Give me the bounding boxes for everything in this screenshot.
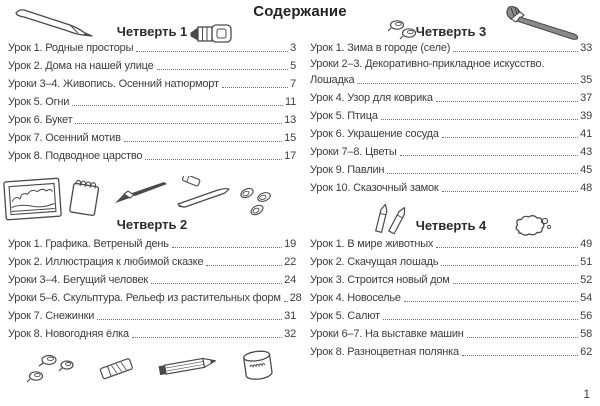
toc-entry-page: 5	[290, 60, 296, 72]
dotted-leader	[404, 301, 578, 302]
toc-entry-label: Лошадка	[310, 74, 355, 86]
quarter-title-1: Четверть 1	[116, 24, 188, 39]
dotted-leader	[75, 123, 282, 124]
dotted-leader	[441, 265, 578, 266]
toc-entry-line2	[310, 72, 592, 88]
dotted-leader	[206, 265, 282, 266]
toc-entry-page: 31	[284, 310, 296, 322]
toc-entry	[310, 124, 592, 142]
toc-entry	[310, 106, 592, 124]
dotted-leader	[436, 101, 578, 102]
toc-entry	[310, 342, 592, 360]
toc-entry	[310, 252, 592, 270]
toc-entry-page: 39	[580, 110, 592, 122]
toc-list-q2	[8, 234, 302, 342]
page-title: Содержание	[253, 3, 347, 20]
toc-entry-page: 56	[580, 310, 592, 322]
pencil-icon	[174, 176, 234, 210]
toc-entry-page: 13	[284, 114, 296, 126]
toc-entry-label: Уроки 3–4. Бегущий человек	[8, 274, 149, 286]
dotted-leader	[453, 51, 578, 52]
toc-entry	[8, 146, 296, 164]
toc-entry-label: Урок 9. Павлин	[310, 164, 385, 176]
toc-entry	[8, 252, 296, 270]
toc-entry-page: 24	[284, 274, 296, 286]
dotted-leader	[124, 141, 282, 142]
toc-entry-page: 45	[580, 164, 592, 176]
dotted-leader	[383, 319, 578, 320]
toc-entry	[310, 324, 592, 342]
dotted-leader	[442, 191, 579, 192]
toc-entry-page: 54	[580, 292, 592, 304]
fan-brush-icon	[495, 4, 583, 42]
toc-list-q4	[310, 234, 592, 360]
thumbtacks-icon	[23, 350, 75, 384]
toc-entry	[8, 128, 296, 146]
toc-entry-page: 15	[284, 132, 296, 144]
dotted-leader	[400, 155, 579, 156]
toc-entry-label: Урок 10. Сказочный замок	[310, 182, 439, 194]
toc-entry-label: Урок 2. Дома на нашей улице	[8, 60, 154, 72]
toc-entry-label: Урок 8. Новогодняя ёлка	[8, 328, 129, 340]
toc-entry-label: Урок 2. Скачущая лошадь	[310, 256, 439, 268]
toc-entry	[310, 160, 592, 178]
toc-entry-page: 35	[580, 74, 592, 86]
eraser-icon	[94, 354, 140, 384]
dotted-leader	[172, 247, 282, 248]
notepad-icon	[66, 176, 104, 218]
toc-entry-page: 51	[580, 256, 592, 268]
toc-entry-label: Уроки 2–3. Декоративно-прикладное искусство.	[310, 58, 545, 70]
toc-list-q1	[8, 38, 296, 164]
toc-entry-label: Урок 6. Букет	[8, 114, 73, 126]
toc-entry-page: 43	[580, 146, 592, 158]
toc-entry-label: Урок 8. Разноцветная полянка	[310, 346, 459, 358]
toc-entry-page: 37	[580, 92, 592, 104]
dotted-leader	[387, 173, 578, 174]
dotted-leader	[136, 51, 288, 52]
toc-entry-label: Урок 1. В мире животных	[310, 238, 434, 250]
paintbrush-icon	[112, 180, 170, 206]
toc-entry	[310, 142, 592, 160]
quarter-title-4: Четверть 4	[415, 218, 487, 233]
toc-entry-label: Урок 1. Графика. Ветреный день	[8, 238, 169, 250]
toc-entry	[8, 110, 296, 128]
toc-entry	[8, 92, 296, 110]
toc-entry	[8, 288, 302, 306]
toc-entry	[8, 306, 296, 324]
toc-entry-label: Урок 1. Зима в городе (селе)	[310, 42, 451, 54]
paperclips-icon	[236, 186, 276, 218]
dotted-leader	[72, 105, 283, 106]
toc-entry-label: Урок 8. Подводное царство	[8, 150, 143, 162]
dotted-leader	[157, 69, 289, 70]
toc-entry-line1	[310, 56, 592, 72]
toc-entry-page: 17	[284, 150, 296, 162]
toc-entry-label: Урок 1. Родные просторы	[8, 42, 134, 54]
dotted-leader	[381, 119, 578, 120]
right-column	[310, 0, 592, 406]
toc-entry-page: 19	[284, 238, 296, 250]
toc-entry	[310, 288, 592, 306]
dotted-leader	[132, 337, 282, 338]
toc-entry	[8, 234, 296, 252]
dotted-leader	[357, 83, 578, 84]
toc-entry	[310, 234, 592, 252]
toc-entry-label: Урок 2. Иллюстрация к любимой сказке	[8, 256, 204, 268]
toc-entry-label: Урок 4. Новоселье	[310, 292, 401, 304]
pencil-icon	[156, 352, 222, 380]
toc-entry	[8, 56, 296, 74]
toc-entry-label: Урок 6. Украшение сосуда	[310, 128, 439, 140]
toc-entry-page: 22	[284, 256, 296, 268]
toc-entry-label: Уроки 3–4. Живопись. Осенний натюрморт	[8, 78, 219, 90]
toc-entry-page: 49	[580, 238, 592, 250]
toc-entry-page: 11	[284, 96, 296, 108]
toc-entry-page: 41	[580, 128, 592, 140]
dotted-leader	[462, 355, 578, 356]
toc-entry	[8, 74, 296, 92]
dotted-leader	[151, 283, 282, 284]
toc-entry-label: Урок 5. Салют	[310, 310, 380, 322]
toc-entry	[8, 270, 296, 288]
toc-entry-page: 32	[284, 328, 296, 340]
toc-entry-page: 7	[290, 78, 296, 90]
page-number: 1	[583, 387, 590, 401]
toc-entry-page: 58	[580, 328, 592, 340]
dotted-leader	[97, 319, 282, 320]
toc-list-q3	[310, 38, 592, 196]
toc-entry	[310, 38, 592, 56]
toc-entry	[310, 270, 592, 288]
toc-entry-page: 62	[580, 346, 592, 358]
toc-entry-label: Уроки 6–7. На выставке машин	[310, 328, 464, 340]
toc-entry-page: 52	[580, 274, 592, 286]
glue-jar-icon	[240, 347, 276, 385]
toc-entry-page: 48	[580, 182, 592, 194]
dotted-leader	[222, 87, 288, 88]
toc-entry-page: 28	[289, 292, 302, 304]
dotted-leader	[442, 137, 578, 138]
dotted-leader	[467, 337, 578, 338]
dotted-leader	[284, 301, 288, 302]
toc-entry-label: Уроки 5–6. Скульптура. Рельеф из растительных форм	[8, 292, 281, 304]
toc-entry	[310, 178, 592, 196]
toc-entry-label: Урок 7. Снежинки	[8, 310, 95, 322]
toc-entry	[8, 38, 296, 56]
toc-entry-label: Урок 4. Узор для коврика	[310, 92, 433, 104]
quarter-title-2: Четверть 2	[116, 217, 188, 232]
toc-entry-label: Урок 3. Строится новый дом	[310, 274, 450, 286]
toc-entry-label: Урок 5. Огни	[8, 96, 70, 108]
toc-entry	[310, 88, 592, 106]
quarter-title-3: Четверть 3	[415, 24, 487, 39]
dotted-leader	[145, 159, 282, 160]
toc-entry-page: 3	[290, 42, 296, 54]
toc-entry	[310, 306, 592, 324]
toc-entry-label: Урок 7. Осенний мотив	[8, 132, 121, 144]
toc-entry-page: 33	[580, 42, 592, 54]
toc-entry-label: Уроки 7–8. Цветы	[310, 146, 397, 158]
picture-frame-icon	[2, 175, 64, 223]
toc-entry	[8, 324, 296, 342]
dotted-leader	[453, 283, 578, 284]
toc-entry-label: Урок 5. Птица	[310, 110, 378, 122]
dotted-leader	[436, 247, 578, 248]
